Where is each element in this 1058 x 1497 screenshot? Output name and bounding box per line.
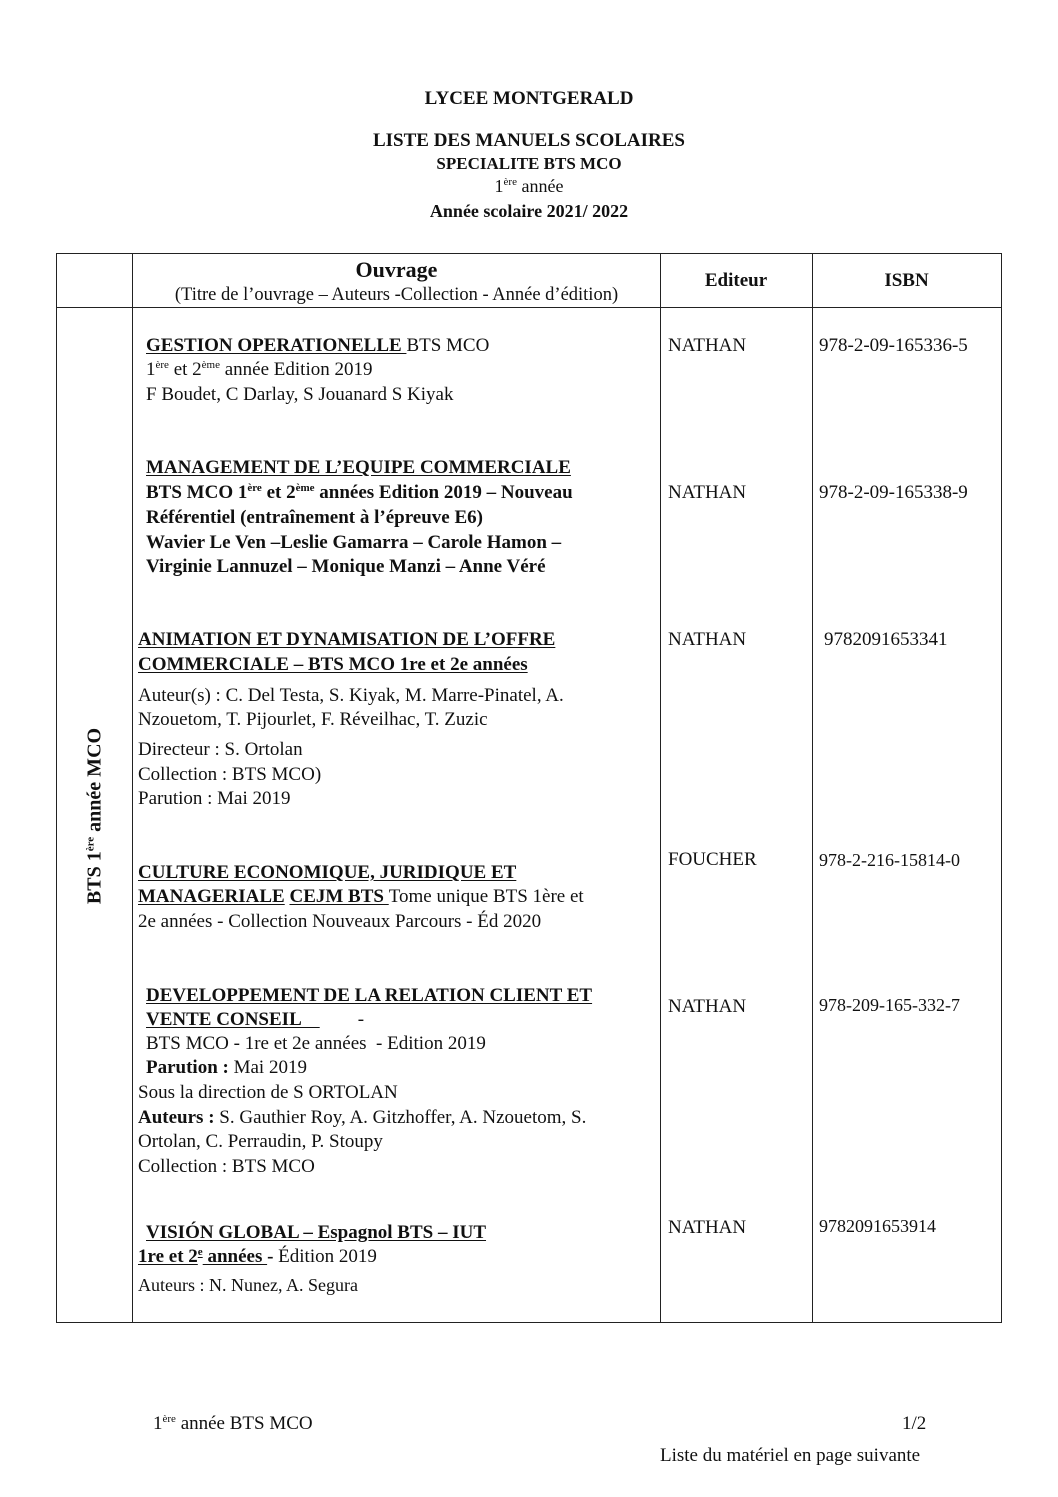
- book-edition: 1re et 2e années - Édition 2019: [138, 1245, 377, 1267]
- list-title: LISTE DES MANUELS SCOLAIRES: [372, 130, 685, 151]
- book-release: Parution : Mai 2019: [146, 1057, 307, 1078]
- book-release: Parution : Mai 2019: [138, 788, 291, 809]
- book-title: GESTION OPERATIONELLE BTS MCO: [146, 335, 490, 356]
- book-authors-continued: Ortolan, C. Perraudin, P. Stoupy: [138, 1131, 383, 1152]
- speciality-title: SPECIALITE BTS MCO: [436, 154, 622, 173]
- book-edition: BTS MCO - 1re et 2e années - Edition 2019: [146, 1033, 486, 1054]
- school-name: LYCEE MONTGERALD: [424, 88, 634, 109]
- book-description: Référentiel (entraînement à l’épreuve E6): [146, 507, 483, 528]
- column-header-ouvrage-subtitle: (Titre de l’ouvrage – Auteurs -Collection - Année d’édition): [174, 285, 619, 305]
- column-header-ouvrage: Ouvrage: [355, 257, 438, 282]
- school-year: Année scolaire 2021/ 2022: [429, 201, 629, 221]
- book-title-continued: COMMERCIALE – BTS MCO 1re et 2e années: [138, 654, 528, 675]
- book-director: Sous la direction de S ORTOLAN: [138, 1082, 398, 1103]
- book-edition: 1ère et 2ème année Edition 2019: [146, 358, 373, 380]
- book-edition: BTS MCO 1ère et 2ème années Edition 2019 – Nouveau: [146, 481, 573, 503]
- book-title-continued: VENTE CONSEIL -: [146, 1009, 365, 1030]
- page-number: 1/2: [902, 1413, 927, 1434]
- book-title-continued: MANAGERIALE CEJM BTS Tome unique BTS 1ère et: [138, 886, 584, 907]
- book-isbn: 9782091653341: [824, 629, 948, 650]
- book-collection: Collection : BTS MCO): [138, 764, 322, 785]
- footer-level: 1ère année BTS MCO: [153, 1412, 313, 1434]
- book-director: Directeur : S. Ortolan: [138, 739, 303, 760]
- book-authors: Wavier Le Ven –Leslie Gamarra – Carole Hamon –: [146, 532, 562, 553]
- book-publisher: NATHAN: [668, 1217, 747, 1238]
- book-edition: 2e années - Collection Nouveaux Parcours - Éd 2020: [138, 911, 542, 932]
- book-isbn: 978-209-165-332-7: [819, 995, 960, 1015]
- book-isbn: 978-2-09-165338-9: [819, 482, 968, 503]
- book-title: MANAGEMENT DE L’EQUIPE COMMERCIALE: [146, 457, 571, 478]
- book-authors-continued: Nzouetom, T. Pijourlet, F. Réveilhac, T. Zuzic: [138, 709, 488, 730]
- book-authors: F Boudet, C Darlay, S Jouanard S Kiyak: [146, 384, 454, 405]
- book-publisher: NATHAN: [668, 996, 747, 1017]
- book-collection: Collection : BTS MCO: [138, 1156, 315, 1177]
- book-publisher: NATHAN: [668, 629, 747, 650]
- book-publisher: NATHAN: [668, 482, 747, 503]
- book-authors: Auteur(s) : C. Del Testa, S. Kiyak, M. Marre-Pinatel, A.: [138, 685, 564, 706]
- column-header-editeur: Editeur: [704, 270, 768, 291]
- book-publisher: FOUCHER: [668, 849, 757, 870]
- next-page-note: Liste du matériel en page suivante: [660, 1445, 921, 1466]
- book-isbn: 978-2-216-15814-0: [819, 850, 960, 870]
- book-publisher: NATHAN: [668, 335, 747, 356]
- book-isbn: 978-2-09-165336-5: [819, 335, 968, 356]
- level-side-label: BTS 1ère année MCO: [83, 727, 106, 905]
- book-authors: Auteurs : N. Nunez, A. Segura: [138, 1275, 358, 1295]
- book-title: DEVELOPPEMENT DE LA RELATION CLIENT ET: [146, 985, 593, 1006]
- book-authors-continued: Virginie Lannuzel – Monique Manzi – Anne Véré: [146, 556, 546, 577]
- book-title: ANIMATION ET DYNAMISATION DE L’OFFRE: [138, 629, 556, 650]
- year-level: 1ère année: [494, 175, 564, 196]
- column-header-isbn: ISBN: [884, 270, 929, 291]
- book-authors: Auteurs : S. Gauthier Roy, A. Gitzhoffer, A. Nzouetom, S.: [138, 1107, 587, 1128]
- book-isbn: 9782091653914: [819, 1216, 936, 1236]
- book-title: CULTURE ECONOMIQUE, JURIDIQUE ET: [138, 862, 517, 883]
- book-title: VISIÓN GLOBAL – Espagnol BTS – IUT: [146, 1222, 487, 1243]
